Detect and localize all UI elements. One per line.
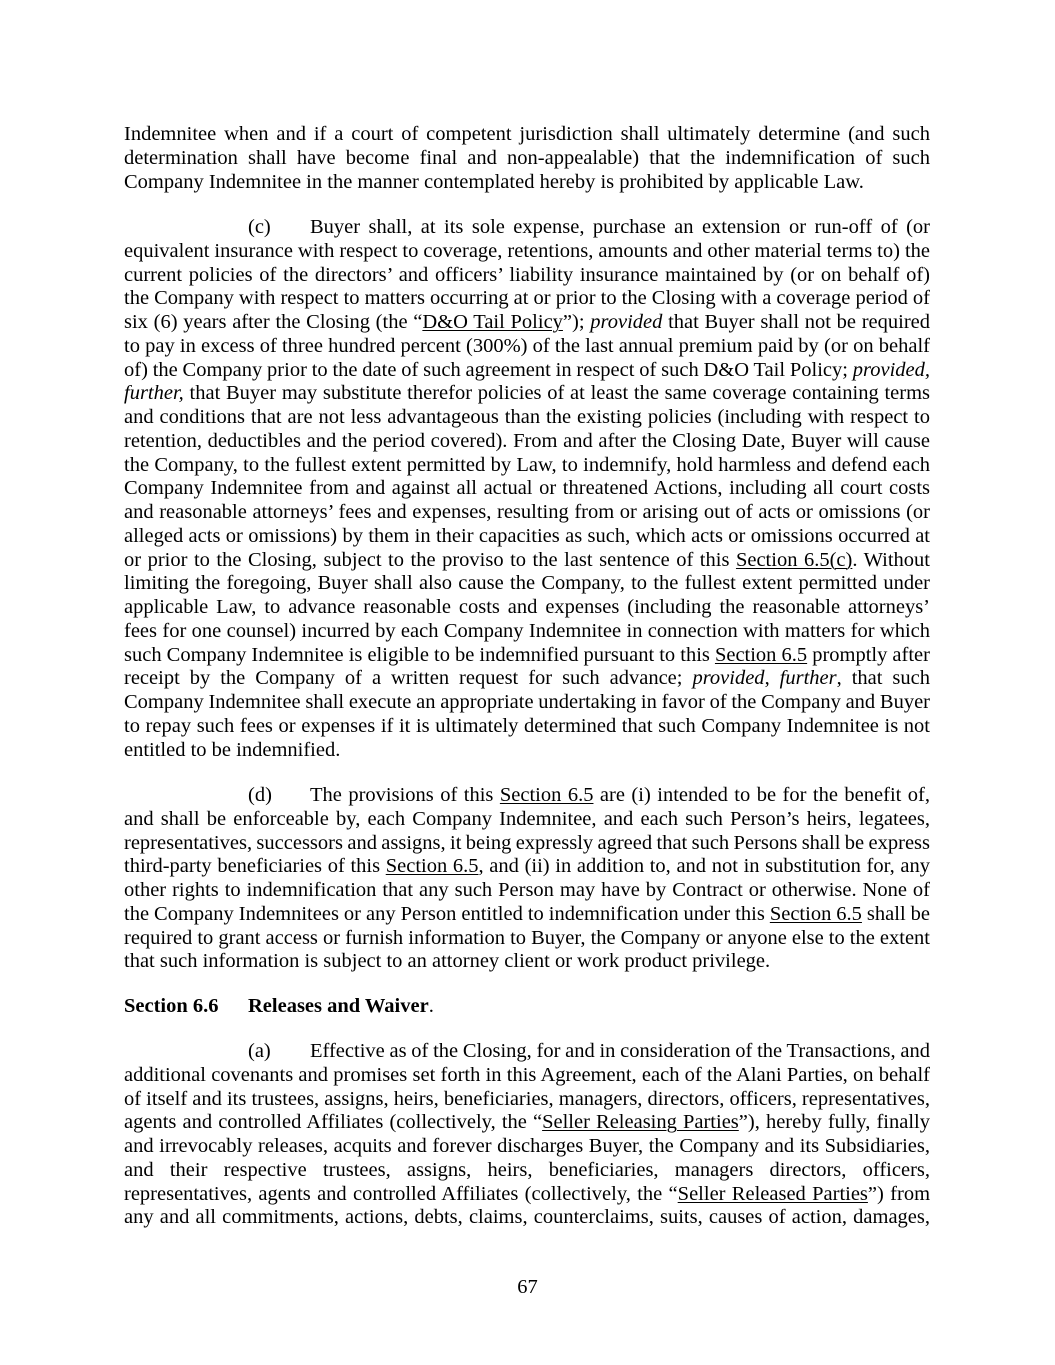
underlined-term: Section 6.5 xyxy=(714,643,808,666)
text-run: and their respective trustees, assigns, heirs, beneficiaries, managers directors, officers, xyxy=(124,1158,930,1181)
underlined-term: Section 6.5 xyxy=(769,902,862,925)
text-run: that such information is subject to an attorney client or work product privilege. xyxy=(124,950,771,973)
underlined-term: Seller Released Parties xyxy=(677,1182,868,1205)
text-line xyxy=(124,691,930,715)
text-run: Company Indemnitee shall execute an appropriate undertaking in favor of the Company and Buyer xyxy=(124,691,930,713)
text-line xyxy=(124,525,930,549)
text-run: third-party beneficiaries of this xyxy=(124,855,386,878)
text-line xyxy=(124,382,930,406)
text-line xyxy=(124,855,930,879)
text-run: any and all commitments, actions, debts, claims, counterclaims, suits, causes of action, damages, xyxy=(124,1206,930,1229)
paragraph-continuation xyxy=(124,123,930,194)
underlined-term: Seller Releasing Parties xyxy=(542,1111,739,1134)
text-run: ”), hereby fully, finally xyxy=(738,1111,930,1134)
text-run: applicable Law, to advance reasonable costs and expenses (including the reasonable attorneys’ xyxy=(124,596,930,618)
text-run: such Company Indemnitee is eligible to be indemnified pursuant to this xyxy=(124,643,715,666)
text-line xyxy=(124,171,930,195)
text-line xyxy=(124,832,930,856)
text-line xyxy=(124,572,930,596)
text-run: , that such xyxy=(836,667,930,690)
text-line xyxy=(124,311,930,335)
italic-text: provided xyxy=(692,667,765,690)
text-run: The provisions of this xyxy=(310,784,500,806)
paragraph-section-6-5-c xyxy=(124,216,930,762)
text-line xyxy=(124,147,930,171)
text-run: , xyxy=(764,667,780,690)
text-line xyxy=(124,359,930,383)
text-run: promptly after xyxy=(807,643,930,666)
text-line xyxy=(124,879,930,903)
text-run: required to grant access or furnish information to Buyer, the Company or anyone else to the extent xyxy=(124,926,930,949)
text-line xyxy=(124,430,930,454)
paragraph-section-6-5-d xyxy=(124,784,930,974)
text-run: retention, deductibles and the period covered). From and after the Closing Date, Buyer will cause xyxy=(124,429,930,452)
text-line xyxy=(124,667,930,691)
underlined-term: Section 6.5 xyxy=(385,855,479,878)
text-line xyxy=(124,715,930,739)
text-run: Company Indemnitee from and against all actual or threatened Actions, including all court costs xyxy=(124,477,930,500)
text-line xyxy=(124,1206,930,1230)
text-line xyxy=(124,454,930,478)
text-line xyxy=(124,335,930,359)
text-run: representatives, successors and assigns, it being expressly agreed that such Persons shall be express xyxy=(124,831,930,854)
text-line xyxy=(124,644,930,668)
text-run: equivalent insurance with respect to coverage, retentions, amounts and other material terms to) the xyxy=(124,239,930,262)
text-line xyxy=(124,264,930,288)
text-run: and shall be enforceable by, each Company Indemnitee, and each such Person’s heirs, legatees, xyxy=(124,807,930,830)
text-run: six (6) years after the Closing (the “ xyxy=(124,311,423,333)
text-run: are (i) intended to be for the benefit of, xyxy=(593,784,930,806)
text-line xyxy=(124,903,930,927)
text-run: agents and controlled Affiliates (collectively, the “ xyxy=(124,1111,543,1134)
text-line xyxy=(124,1183,930,1207)
text-run: that Buyer shall not be required xyxy=(662,311,930,333)
text-run: current policies of the directors’ and officers’ liability insurance maintained by (or on behalf of) xyxy=(124,263,930,286)
italic-text: provided, xyxy=(852,358,930,381)
page-number: 67 xyxy=(517,1276,538,1298)
text-line xyxy=(124,477,930,501)
text-run: ”); xyxy=(562,311,591,333)
text-run: to pay in excess of three hundred percent (300%) of the last annual premium paid by (or on behalf xyxy=(124,334,930,357)
text-run: Company Indemnitee in the manner contemplated hereby is prohibited by applicable Law. xyxy=(124,170,864,193)
text-run: Indemnitee when and if a court of competent jurisdiction shall ultimately determine (and such xyxy=(124,123,930,145)
text-run: Buyer shall, at its sole expense, purchase an extension or run-off of (or xyxy=(310,216,930,238)
text-run: of itself and its trustees, assigns, heirs, beneficiaries, managers, directors, officers, representatives, xyxy=(124,1087,930,1110)
text-run: the Company Indemnitees or any Person entitled to indemnification under this xyxy=(124,902,770,925)
text-line xyxy=(124,620,930,644)
text-run: determination shall have become final and non-appealable) that the indemnification of such xyxy=(124,146,930,169)
text-line xyxy=(124,596,930,620)
text-run: alleged acts or omissions) by them in their capacities as such, which acts or omissions occurred at xyxy=(124,524,930,547)
text-line xyxy=(124,406,930,430)
text-line xyxy=(124,123,930,147)
italic-text: further xyxy=(779,667,837,690)
italic-text: provided xyxy=(590,311,663,333)
text-run: representatives, agents and controlled Affiliates (collectively, the “ xyxy=(124,1182,678,1205)
text-run: receipt by the Company of a written request for such advance; xyxy=(124,667,693,690)
text-line xyxy=(124,1111,930,1135)
text-line xyxy=(124,1159,930,1183)
paragraph-label: (d) xyxy=(248,784,272,806)
paragraph-label: (a) xyxy=(248,1040,271,1062)
underlined-term: Section 6.5 xyxy=(499,784,594,806)
text-line xyxy=(124,927,930,951)
text-run: Effective as of the Closing, for and in consideration of the Transactions, and xyxy=(310,1040,930,1062)
text-line xyxy=(124,739,930,763)
underlined-term: Section 6.5(c) xyxy=(735,548,853,571)
text-run: the Company, to the fullest extent permitted by Law, to indemnify, hold harmless and defend each xyxy=(124,453,930,476)
text-line xyxy=(124,216,930,240)
section-title-period: . xyxy=(428,995,434,1017)
text-run: and reasonable attorneys’ fees and expenses, resulting from or arising out of acts or omissions (or xyxy=(124,501,930,523)
text-run: that Buyer may substitute therefor policies of at least the same coverage containing terms xyxy=(183,382,930,405)
text-line xyxy=(124,240,930,264)
text-line xyxy=(124,1064,930,1088)
text-run: entitled to be indemnified. xyxy=(124,738,341,761)
text-line xyxy=(124,1135,930,1159)
text-run: of) the Company prior to the date of such agreement in respect of such D&O Tail Policy; xyxy=(124,358,853,381)
paragraph-section-6-6-a xyxy=(124,1040,930,1230)
text-line xyxy=(124,549,930,573)
text-line xyxy=(124,287,930,311)
text-run: to repay such fees or expenses if it is ultimately determined that such Company Indemnitee is not xyxy=(124,714,930,737)
text-run: and conditions that are not less advantageous than the existing policies (including with respect to xyxy=(124,406,930,428)
italic-text: further, xyxy=(124,382,184,405)
paragraph-label: (c) xyxy=(248,216,271,238)
text-run: other rights to indemnification that any such Person may have by Contract or otherwise. None of xyxy=(124,879,930,901)
text-run: ”) from xyxy=(867,1182,931,1205)
text-run: fees for one counsel) incurred by each Company Indemnitee in connection with matters for which xyxy=(124,619,930,642)
text-run: , and (ii) in addition to, and not in substitution for, any xyxy=(478,855,930,878)
text-run: and irrevocably releases, acquits and forever discharges Buyer, the Company and its Subsidiaries, xyxy=(124,1135,930,1157)
section-title: Releases and Waiver xyxy=(248,995,429,1017)
underlined-term: D&O Tail Policy xyxy=(422,311,563,333)
text-line xyxy=(124,784,930,808)
text-run: shall be xyxy=(861,902,930,925)
text-line xyxy=(124,808,930,832)
text-run: . Without xyxy=(852,548,930,571)
text-line xyxy=(124,1040,930,1064)
section-number: Section 6.6 xyxy=(124,995,219,1017)
text-line xyxy=(124,501,930,525)
text-run: the Company with respect to matters occurring at or prior to the Closing with a coverage period of xyxy=(124,287,930,310)
text-run: limiting the foregoing, Buyer shall also cause the Company, to the fullest extent permitted under xyxy=(124,572,930,595)
text-line xyxy=(124,1088,930,1112)
section-heading-6-6 xyxy=(124,995,930,1019)
text-run: additional covenants and promises set forth in this Agreement, each of the Alani Parties, on behalf xyxy=(124,1063,930,1086)
text-run: or prior to the Closing, subject to the proviso to the last sentence of this xyxy=(124,548,736,571)
text-line xyxy=(124,950,930,974)
